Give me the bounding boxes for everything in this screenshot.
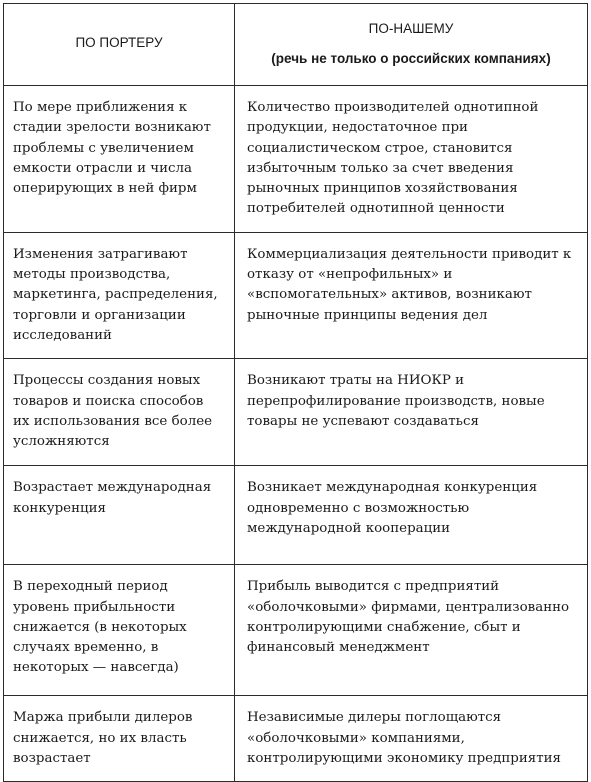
our-view-cell: Коммерциализация деятельности приводит к отказу от «непрофильных» и «вспомогательных» активов, возникают рыночные принципы ведения дел xyxy=(235,232,588,358)
porter-cell: Возрастает международная конкуренция xyxy=(4,466,235,565)
porter-cell: Процессы создания новых товаров и поиска способов их использования все более усложняются xyxy=(4,359,235,466)
table-body xyxy=(4,86,588,782)
table-row xyxy=(4,696,588,782)
porter-cell: Маржа прибыли дилеров снижается, но их власть возрастает xyxy=(4,696,235,782)
header-right-cell xyxy=(235,4,588,86)
porter-cell: По мере приближения к стадии зрелости возникают проблемы с увеличением емкости отрасли и числа оперирующих в ней фирм xyxy=(4,86,235,233)
table-row xyxy=(4,232,588,358)
comparison-table xyxy=(3,3,588,782)
our-view-cell: Независимые дилеры поглощаются «оболочковыми» компаниями, контролирующими экономику предприятия xyxy=(235,696,588,782)
table-row xyxy=(4,565,588,696)
porter-cell: В переходный период уровень прибыльности снижается (в некоторых случаях временно, в некоторых — навсегда) xyxy=(4,565,235,696)
header-right-subtitle: (речь не только о российских компаниях) xyxy=(271,50,551,66)
header-row xyxy=(4,4,588,86)
header-left-label: ПО ПОРТЕРУ xyxy=(75,34,163,50)
our-view-cell: Количество производителей однотипной продукции, недостаточное при социалистическом строе, становится избыточным только за счет введения рыночных принципов хозяйствования потребителей однотипной ценности xyxy=(235,86,588,233)
our-view-cell: Возникает международная конкуренция одновременно с возможностью международной кооперации xyxy=(235,466,588,565)
porter-cell: Изменения затрагивают методы производства, маркетинга, распределения, торговли и организации исследований xyxy=(4,232,235,358)
table-row xyxy=(4,466,588,565)
header-left-cell xyxy=(4,4,235,86)
table-row xyxy=(4,359,588,466)
our-view-cell: Возникают траты на НИОКР и перепрофилирование производств, новые товары не успевают создаваться xyxy=(235,359,588,466)
our-view-cell: Прибыль выводится с предприятий «оболочковыми» фирмами, централизованно контролирующими снабжение, сбыт и финансовый менеджмент xyxy=(235,565,588,696)
header-right-title: ПО-НАШЕМУ xyxy=(368,20,454,36)
table-row xyxy=(4,86,588,233)
table-header xyxy=(4,4,588,86)
